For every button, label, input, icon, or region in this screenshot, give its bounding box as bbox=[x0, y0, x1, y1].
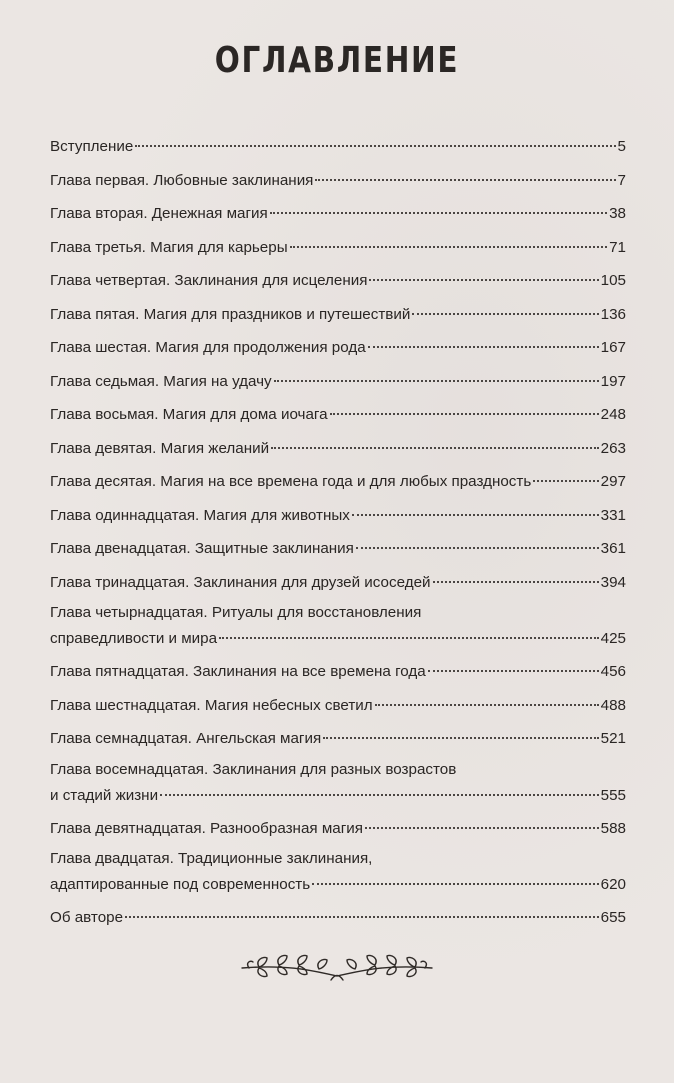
dot-leader bbox=[330, 413, 599, 415]
dot-leader bbox=[356, 547, 599, 549]
toc-entry[interactable] bbox=[50, 756, 626, 812]
toc-entry[interactable] bbox=[50, 722, 626, 756]
toc-entry-page: 263 bbox=[600, 439, 626, 457]
dot-leader bbox=[160, 794, 599, 796]
toc-entry[interactable] bbox=[50, 398, 626, 432]
toc-entry[interactable] bbox=[50, 465, 626, 499]
toc-entry[interactable] bbox=[50, 331, 626, 365]
toc-entry-title: Глава четырнадцатая. Ритуалы для восстановления bbox=[50, 604, 422, 621]
toc-entry[interactable] bbox=[50, 365, 626, 399]
toc-entry[interactable] bbox=[50, 655, 626, 689]
toc-entry[interactable] bbox=[50, 566, 626, 600]
toc-entry-title: Глава шестая. Магия для продолжения рода bbox=[50, 339, 366, 356]
dot-leader bbox=[315, 179, 615, 181]
toc-entry-page: 588 bbox=[600, 819, 626, 837]
toc-entry-page: 7 bbox=[617, 171, 626, 189]
toc-entry-title: Глава девятая. Магия желаний bbox=[50, 439, 270, 457]
toc-entry-page: 167 bbox=[600, 339, 626, 356]
dot-leader bbox=[290, 246, 607, 248]
toc-entry-page: 38 bbox=[609, 205, 626, 222]
toc-entry-title: Глава восемнадцатая. Заклинания для разных возрастов bbox=[50, 760, 457, 778]
dot-leader bbox=[533, 480, 598, 482]
toc-entry-title-continued: справедливости и мира bbox=[50, 630, 218, 647]
toc-entry-title: Глава седьмая. Магия на удачу bbox=[50, 372, 272, 390]
toc-entry-title: Глава третья. Магия для карьеры bbox=[50, 238, 288, 256]
toc-entry[interactable] bbox=[50, 845, 626, 901]
laurel-branch-icon bbox=[237, 950, 437, 990]
dot-leader bbox=[352, 514, 599, 516]
toc-entry[interactable] bbox=[50, 197, 626, 231]
toc-entry[interactable] bbox=[50, 231, 626, 265]
dot-leader bbox=[412, 313, 598, 315]
toc-entry-page: 136 bbox=[600, 305, 626, 323]
toc-entry-page: 331 bbox=[600, 506, 626, 524]
toc-entry[interactable] bbox=[50, 532, 626, 566]
page-title: ОГЛАВЛЕНИЕ bbox=[214, 40, 460, 81]
toc-entry-title-continued: адаптированные под современность bbox=[50, 876, 311, 893]
dot-leader bbox=[271, 447, 599, 449]
toc-entry[interactable] bbox=[50, 298, 626, 332]
toc-entry-page: 620 bbox=[600, 876, 626, 893]
toc-entry-title: Глава двенадцатая. Защитные заклинания bbox=[50, 540, 354, 557]
toc-entry-page: 248 bbox=[600, 406, 626, 423]
dot-leader bbox=[433, 581, 599, 583]
toc-entry-title: Глава тринадцатая. Заклинания для друзей исоседей bbox=[50, 573, 431, 591]
toc-entry-page: 5 bbox=[617, 138, 626, 155]
dot-leader bbox=[274, 380, 599, 382]
dot-leader bbox=[365, 827, 599, 829]
toc-entry-page: 394 bbox=[600, 573, 626, 591]
toc-entry-title: Глава вторая. Денежная магия bbox=[50, 205, 268, 222]
toc-entry-page: 456 bbox=[600, 663, 626, 680]
toc-entry-title: Глава восьмая. Магия для дома иочага bbox=[50, 406, 328, 423]
dot-leader bbox=[375, 704, 599, 706]
toc-entry-page: 297 bbox=[600, 473, 626, 490]
toc-entry[interactable] bbox=[50, 499, 626, 533]
toc-entry[interactable] bbox=[50, 130, 626, 164]
toc-entry-title: Глава девятнадцатая. Разнообразная магия bbox=[50, 819, 363, 837]
toc-entry-page: 521 bbox=[600, 730, 626, 747]
dot-leader bbox=[428, 670, 599, 672]
toc-entry-title: Глава десятая. Магия на все времена года и для любых праздность bbox=[50, 473, 532, 490]
dot-leader bbox=[369, 279, 598, 281]
toc-entry-page: 425 bbox=[600, 630, 626, 647]
toc-entry-page: 71 bbox=[609, 238, 626, 256]
toc-entry[interactable] bbox=[50, 164, 626, 198]
toc-entry-page: 361 bbox=[600, 540, 626, 557]
toc-entry[interactable] bbox=[50, 689, 626, 723]
toc-entry[interactable] bbox=[50, 432, 626, 466]
toc-entry-page: 105 bbox=[600, 272, 626, 289]
toc-entry[interactable] bbox=[50, 599, 626, 655]
dot-leader bbox=[125, 916, 599, 918]
toc-entry-title: Вступление bbox=[50, 138, 134, 155]
dot-leader bbox=[368, 346, 599, 348]
dot-leader bbox=[219, 637, 599, 639]
table-of-contents bbox=[50, 130, 626, 935]
toc-entry-title: Глава пятнадцатая. Заклинания на все времена года bbox=[50, 663, 426, 680]
toc-entry-page: 655 bbox=[600, 909, 626, 926]
toc-entry-title: Глава четвертая. Заклинания для исцеления bbox=[50, 272, 368, 289]
toc-entry-title: Глава шестнадцатая. Магия небесных светил bbox=[50, 696, 373, 714]
toc-entry[interactable] bbox=[50, 901, 626, 935]
toc-entry-title: Глава первая. Любовные заклинания bbox=[50, 171, 314, 189]
dot-leader bbox=[270, 212, 607, 214]
toc-entry[interactable] bbox=[50, 812, 626, 846]
toc-entry-title: Об авторе bbox=[50, 909, 124, 926]
dot-leader bbox=[323, 737, 598, 739]
toc-entry-page: 197 bbox=[600, 372, 626, 390]
toc-entry-title-continued: и стадий жизни bbox=[50, 786, 159, 804]
toc-entry-title: Глава одиннадцатая. Магия для животных bbox=[50, 506, 350, 524]
toc-entry[interactable] bbox=[50, 264, 626, 298]
toc-entry-page: 555 bbox=[600, 786, 626, 804]
dot-leader bbox=[312, 883, 598, 885]
toc-entry-title: Глава пятая. Магия для праздников и путешествий bbox=[50, 305, 411, 323]
toc-entry-title: Глава двадцатая. Традиционные заклинания, bbox=[50, 850, 373, 867]
toc-entry-title: Глава семнадцатая. Ангельская магия bbox=[50, 730, 322, 747]
dot-leader bbox=[135, 145, 615, 147]
toc-entry-page: 488 bbox=[600, 696, 626, 714]
